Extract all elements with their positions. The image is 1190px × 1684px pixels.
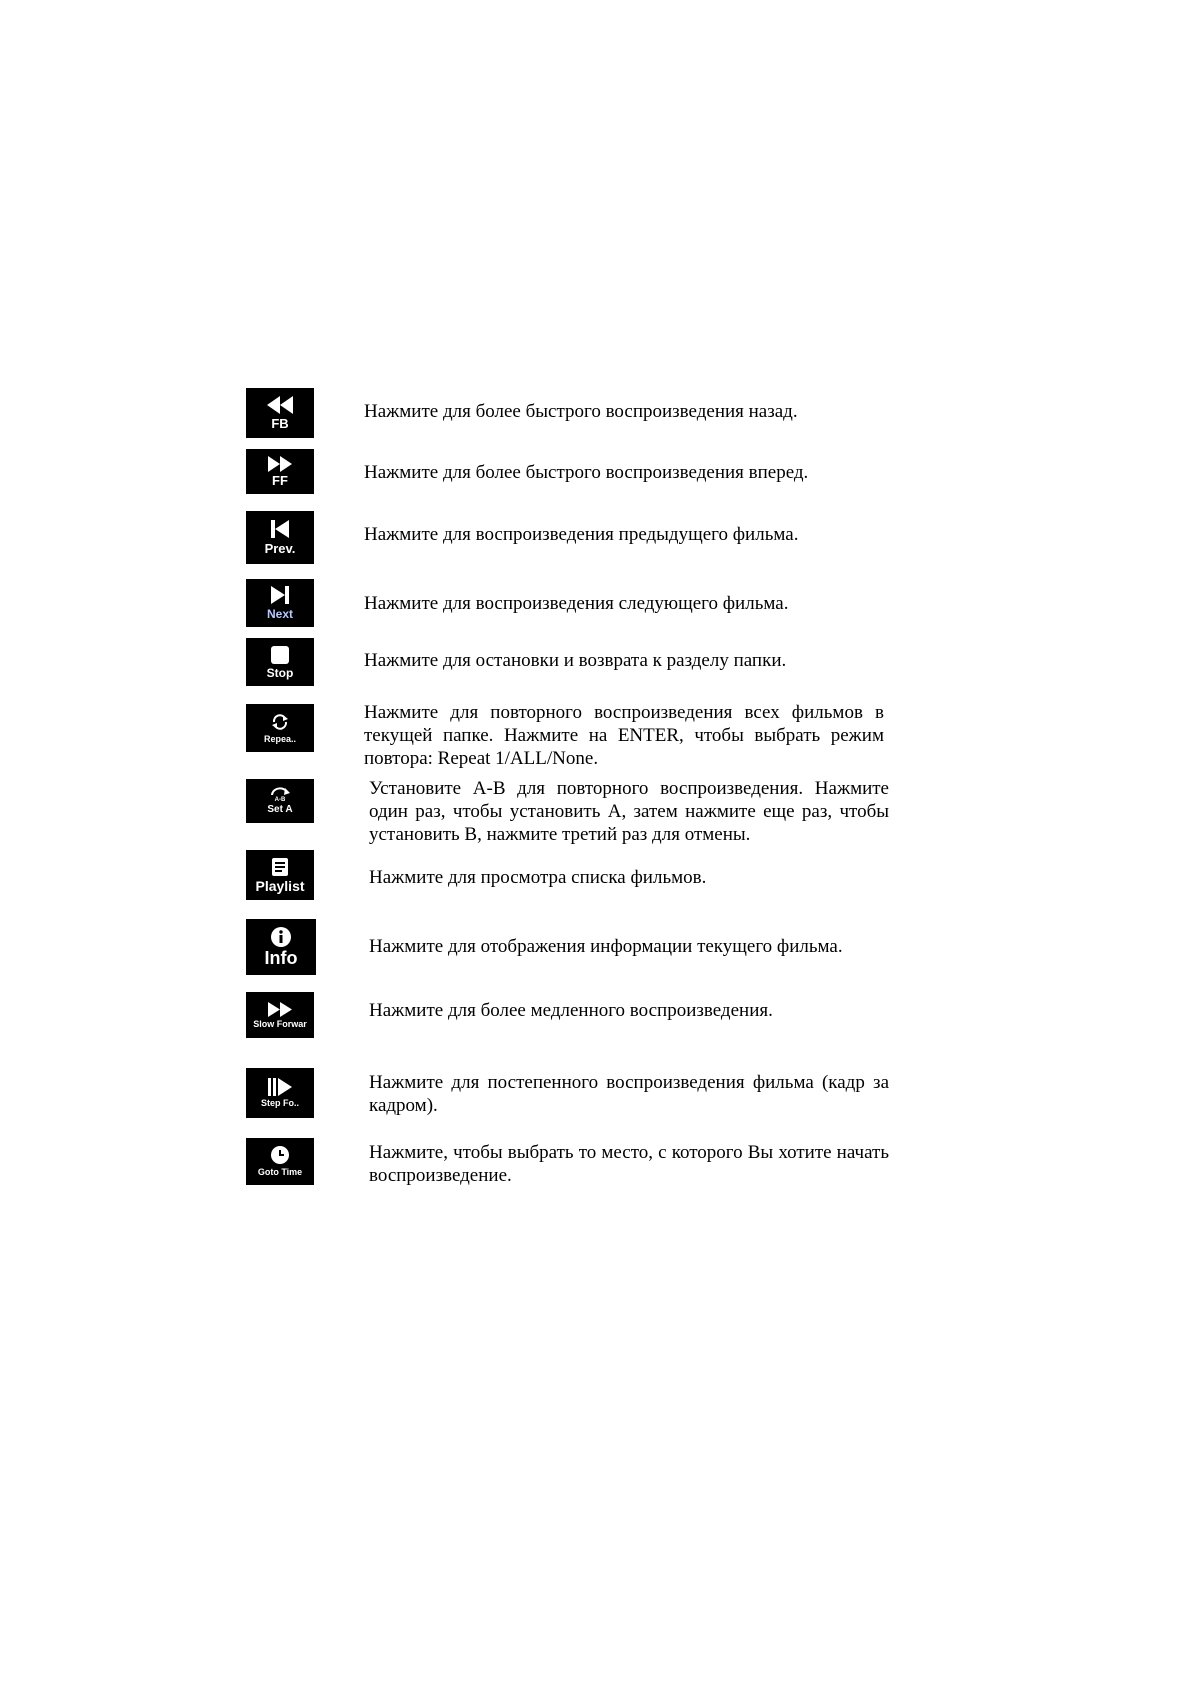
next-track-icon (271, 586, 289, 604)
stop-icon (271, 646, 289, 664)
ff-button[interactable] (246, 449, 314, 494)
clock-icon (271, 1146, 289, 1164)
repeat-button[interactable] (246, 704, 314, 752)
repeat-label: Repea.. (263, 733, 296, 744)
fast-forward-icon (268, 456, 292, 472)
prev-description: Нажмите для воспроизведения предыдущего фильма. (364, 524, 799, 545)
fb-button[interactable] (246, 388, 314, 438)
next-label: Next (266, 607, 293, 621)
stop-description: Нажмите для остановки и возврата к разделу папки. (364, 650, 787, 671)
repeat-icon (271, 713, 289, 731)
goto-time-description: Нажмите, чтобы выбрать то место, с которого Вы хотите начать воспроизведение. (369, 1142, 889, 1186)
playlist-description: Нажмите для просмотра списка фильмов. (369, 867, 707, 888)
next-button[interactable] (246, 579, 314, 627)
prev-button[interactable] (246, 511, 314, 564)
playlist-icon (272, 858, 288, 876)
step-forward-button[interactable] (246, 1068, 314, 1118)
fast-backward-icon (267, 396, 293, 414)
stop-label: Stop (266, 665, 294, 680)
previous-track-icon (271, 520, 289, 538)
info-button[interactable] (246, 919, 316, 975)
next-description: Нажмите для воспроизведения следующего фильма. (364, 593, 789, 614)
playlist-button[interactable] (246, 850, 314, 900)
stop-button[interactable] (246, 638, 314, 686)
ab-icon-text: A-B (274, 797, 286, 803)
step-forward-description: Нажмите для постепенного воспроизведения фильма (кадр за кадром). (369, 1072, 889, 1116)
ab-repeat-icon (269, 787, 291, 803)
set-a-button[interactable] (246, 779, 314, 823)
ff-label: FF (272, 473, 288, 488)
goto-time-button[interactable] (246, 1138, 314, 1185)
slow-forward-button[interactable] (246, 992, 314, 1038)
playlist-label: Playlist (255, 877, 305, 894)
fb-label: FB (271, 416, 289, 431)
ff-description: Нажмите для более быстрого воспроизведения вперед. (364, 462, 809, 483)
slow-forward-description: Нажмите для более медленного воспроизведения. (369, 1000, 773, 1021)
repeat-description: Нажмите для повторного воспроизведения всех фильмов в текущей папке. Нажмите на ENTER, чтобы выбрать режим повтора: Repeat 1/ALL/None. (364, 702, 884, 769)
info-label: Info (264, 948, 298, 968)
info-description: Нажмите для отображения информации текущего фильма. (369, 936, 843, 957)
prev-label: Prev. (264, 541, 296, 556)
info-icon (271, 927, 291, 947)
step-forward-icon (268, 1078, 292, 1096)
slow-forward-label: Slow Forwar (253, 1018, 307, 1029)
slow-forward-icon (268, 1002, 292, 1017)
fb-description: Нажмите для более быстрого воспроизведения назад. (364, 401, 798, 422)
set-a-label: Set A (267, 804, 293, 815)
goto-time-label: Goto Time (257, 1167, 303, 1177)
set-a-description: Установите A-B для повторного воспроизведения. Нажмите один раз, чтобы установить A, затем нажмите еще раз, чтобы установить B, нажмите третий раз для отмены. (369, 778, 889, 845)
step-forward-label: Step Fo.. (261, 1098, 299, 1108)
